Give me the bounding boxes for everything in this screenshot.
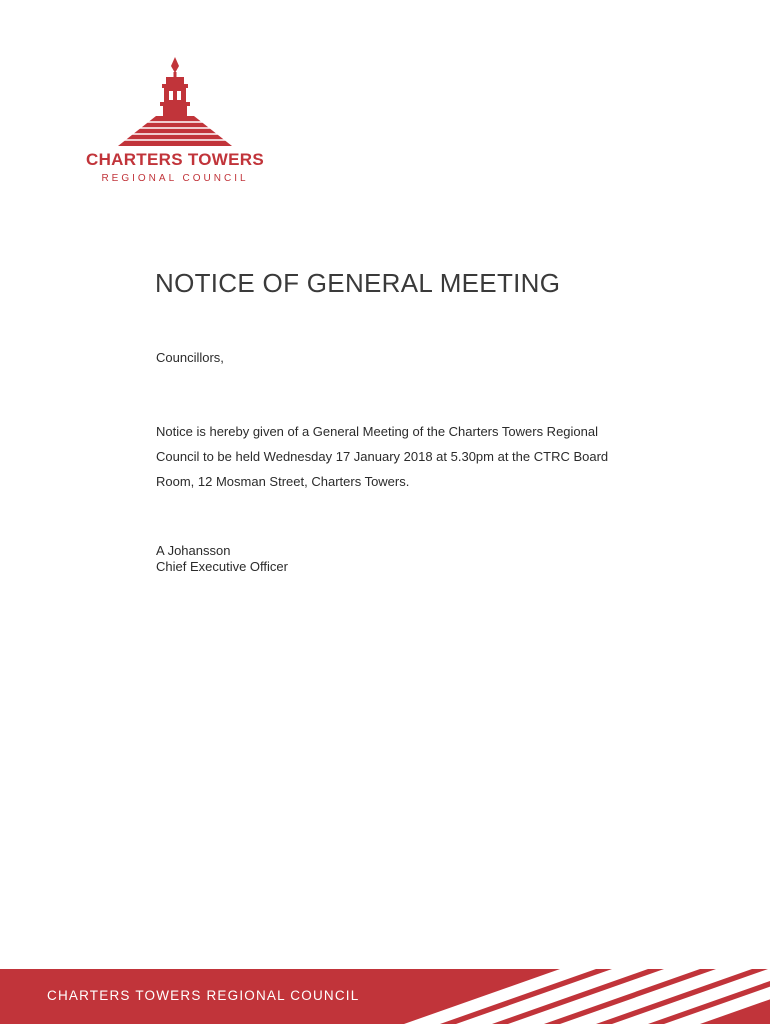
salutation: Councillors, — [156, 350, 224, 365]
council-logo — [78, 54, 272, 188]
logo-wordmark: CHARTERS TOWERS — [86, 150, 264, 169]
body-line: Notice is hereby given of a General Meeting of the Charters Towers Regional — [156, 424, 598, 439]
tower-emblem-icon — [116, 54, 234, 148]
logo-subtitle: REGIONAL COUNCIL — [101, 173, 249, 184]
footer-banner — [0, 969, 770, 1024]
body-line: Council to be held Wednesday 17 January 2018 at 5.30pm at the CTRC Board — [156, 449, 609, 464]
signatory-name: A Johansson — [156, 543, 231, 558]
notice-body — [156, 419, 716, 494]
footer-title: CHARTERS TOWERS REGIONAL COUNCIL — [47, 988, 360, 1003]
body-line: Room, 12 Mosman Street, Charters Towers. — [156, 474, 410, 489]
page-title: NOTICE OF GENERAL MEETING — [155, 268, 561, 299]
signatory-title: Chief Executive Officer — [156, 559, 288, 574]
signature-block — [156, 543, 288, 575]
